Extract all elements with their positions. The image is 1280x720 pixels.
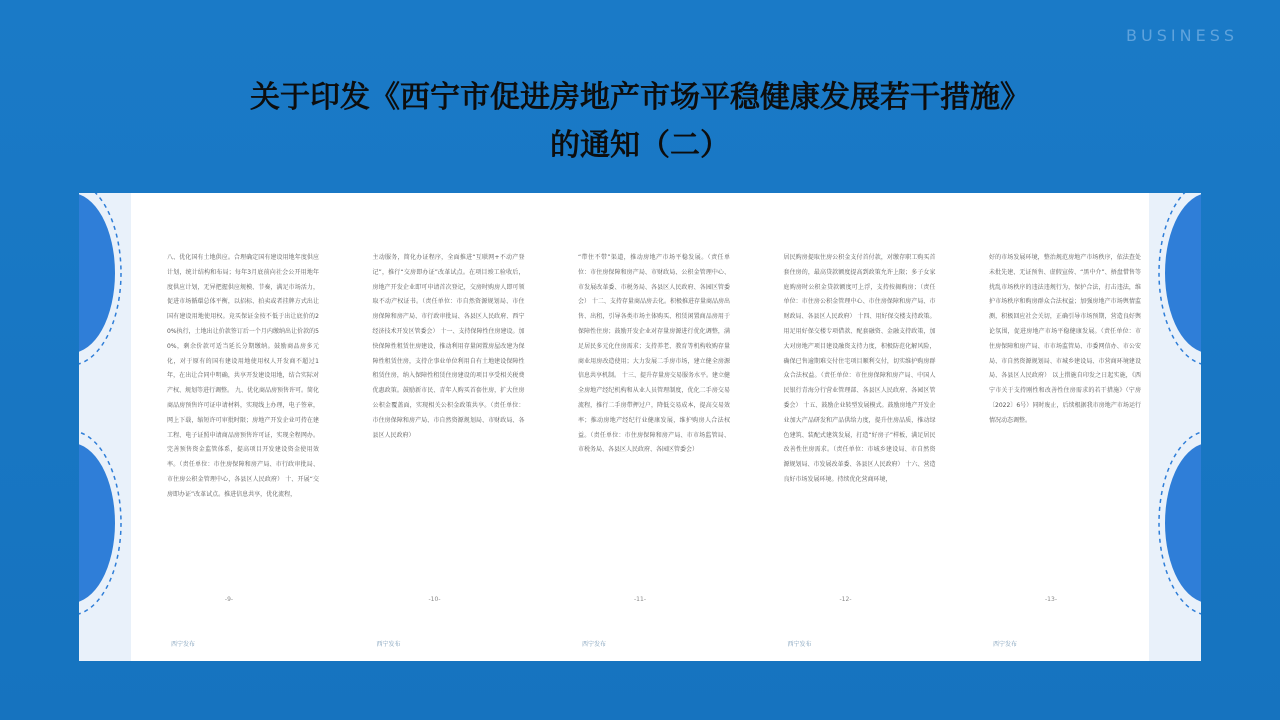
- brand-label: BUSINESS: [1126, 26, 1238, 45]
- page-text: 八、优化国有土地供应。合理确定国有建设用地年度供应计划，统计结构和布局；每年3月底前向社会公开用地年度供应计划，无异把握供应规模、节奏，满足市场活力，促进市场循環总体平衡，以招标、拍卖或者挂牌方式出让国有建设用地使用权。竟买保证金按不低于出让底价的20%执行，土地出让价款签订后一个月内缴纳出让价款的50%，剩余价款可适当延长分期缴纳。鼓励商品房多元化，对于原有的国有建设用地使用权人开发商不超过1年，在出让合同中明确，共享开发建设用地，结合实际对产权、规划等进行调整。 九、优化商品房预售许可。简化商品房预售许可证申请材料，实现线上办理，电子签章，网上下载，缩短许可审批时限；房地产开发企业可持在建工程、电子证照申请商品房预售许可证，实现全程网办。完善预售资金监管体系，提高项目开发建设资金使用效率。（责任单位：市住房保障和房产局、市行政审批局、市住房公积金管理中心，各县区人民政府） 十、开展“交房即办证”改革试点。推进信息共享，优化流程，: [167, 254, 319, 498]
- footer-logo: 西宁发布: [993, 641, 1018, 648]
- right-decoration: [1149, 193, 1201, 661]
- document-page: [542, 193, 738, 661]
- page-number: -10-: [428, 596, 441, 603]
- footer-logo: 西宁发布: [582, 641, 607, 648]
- page-title: [0, 74, 1280, 170]
- document-page: [131, 193, 327, 661]
- page-number: -13-: [1045, 596, 1057, 603]
- page-text: “带住不带”渠道，推动房地产市场平稳发展。（责任单位：市住房保障和房产局、市财政局、公积金管理中心、市发展改革委、市税务局、各县区人民政府、各园区管委会） 十二、支持存量商品房去化。积极推进存量商品房出售、出租，引导各类市场主体购买、租赁闲置商品房用于保障性住房；鼓励开发企业对存量房源进行优化调整，满足居民多元化住房需求；支持养老、教育等机构收购存量商业用房改造使用；大力发展二手房市场，建立健全房源信息共享机制。 十三、提升存量房交易服务水平。建立健全房地产经纪机构和从业人员管理制度，优化二手房交易流程，推行二手房带押过户，降低交易成本，提高交易效率；推动房地产经纪行业健康发展，维护购房人合法权益。（责任单位：市住房保障和房产局、市市场监管局、市税务局、各县区人民政府、各园区管委会）: [578, 254, 730, 454]
- page-number: -12-: [839, 596, 852, 603]
- document-page: [953, 193, 1149, 661]
- page-text: 居民购房提取住房公积金支付首付款，对缴存职工购买首套住房的，最高贷款额度提高到政策允许上限；多子女家庭购房时公积金贷款额度可上浮，支持按揭购房；（责任单位：市住房公积金管理中心、市住房保障和房产局、市财政局、各县区人民政府） 十四、用好保交楼支持政策。用足用好保交楼专项借款、配套融资、金融支持政策，加大对房地产项目建设融资支持力度，积极防范化解风险，确保已售逾期难交付住宅项目顺利交付，切实维护购房群众合法权益。（责任单位：市住房保障和房产局、中国人民银行青海分行营业管理部、各县区人民政府、各园区管委会） 十五、鼓励企业转型发展模式。鼓励房地产开发企业加大产品研发和产品供给力度，提升住房品质，推动绿色建筑、装配式建筑发展，打造“好房子”样板，满足居民改善性住房需求。（责任单位：市城乡建设局、市自然资源规划局、市发展改革委、各县区人民政府） 十六、营造良好市场发展环境。持续优化营商环境，: [783, 254, 936, 483]
- title-line-2: 的通知（二）: [550, 128, 730, 163]
- page-number: -9-: [224, 596, 234, 603]
- footer-logo: 西宁发布: [376, 641, 401, 648]
- document-panel: [79, 193, 1201, 661]
- document-pages: [131, 193, 1149, 661]
- left-decoration: [79, 193, 131, 661]
- page-text: 主动服务，简化办证程序，全面推进“互联网+不动产登记”，推行“交房即办证”改革试点。在项目竣工验收后，房地产开发企业即可申请首次登记，交房时购房人即可领取不动产权证书。（责任单位：市自然资源规划局、市住房保障和房产局、市行政审批局、各县区人民政府、西宁经济技术开发区管委会） 十一、支持保障性住房建设。加快保障性租赁住房建设，推动利用存量闲置房屋改建为保障性租赁住房，支持企事业单位利用自有土地建设保障性租赁住房，纳入保障性租赁住房建设的项目享受相关税费优惠政策。鼓励新市民、青年人购买首套住房，扩大住房公积金覆盖面，实现相关公积金政策共享。（责任单位：市住房保障和房产局、市自然资源规划局、市财政局、各县区人民政府）: [372, 254, 525, 439]
- page-text: 好的市场发展环境，整治规范房地产市场秩序，依法查处未批先建、无证预售、虚假宣传、“黑中介”、捂盘惜售等扰乱市场秩序的违法违规行为，保护合法，打击违法，维护市场秩序和购房群众合法权益；加强房地产市场舆情监测，积极回应社会关切，正确引导市场预期，营造良好舆论氛围，促进房地产市场平稳健康发展。（责任单位：市住房保障和房产局、市市场监管局、市委网信办、市公安局、市自然资源规划局、市城乡建设局、市营商环境建设局、各县区人民政府） 以上措施自印发之日起实施，《西宁市关于支持刚性和改善性住房需求的若干措施》（宁房〔2022〕6号）同时废止，后续根据我市房地产市场运行情况动态调整。: [989, 254, 1141, 424]
- document-page: [337, 193, 533, 661]
- page-number: -11-: [634, 596, 646, 603]
- document-page: [748, 193, 944, 661]
- title-line-1: 关于印发《西宁市促进房地产市场平稳健康发展若干措施》: [250, 80, 1030, 115]
- footer-logo: 西宁发布: [171, 641, 196, 648]
- footer-logo: 西宁发布: [787, 641, 812, 648]
